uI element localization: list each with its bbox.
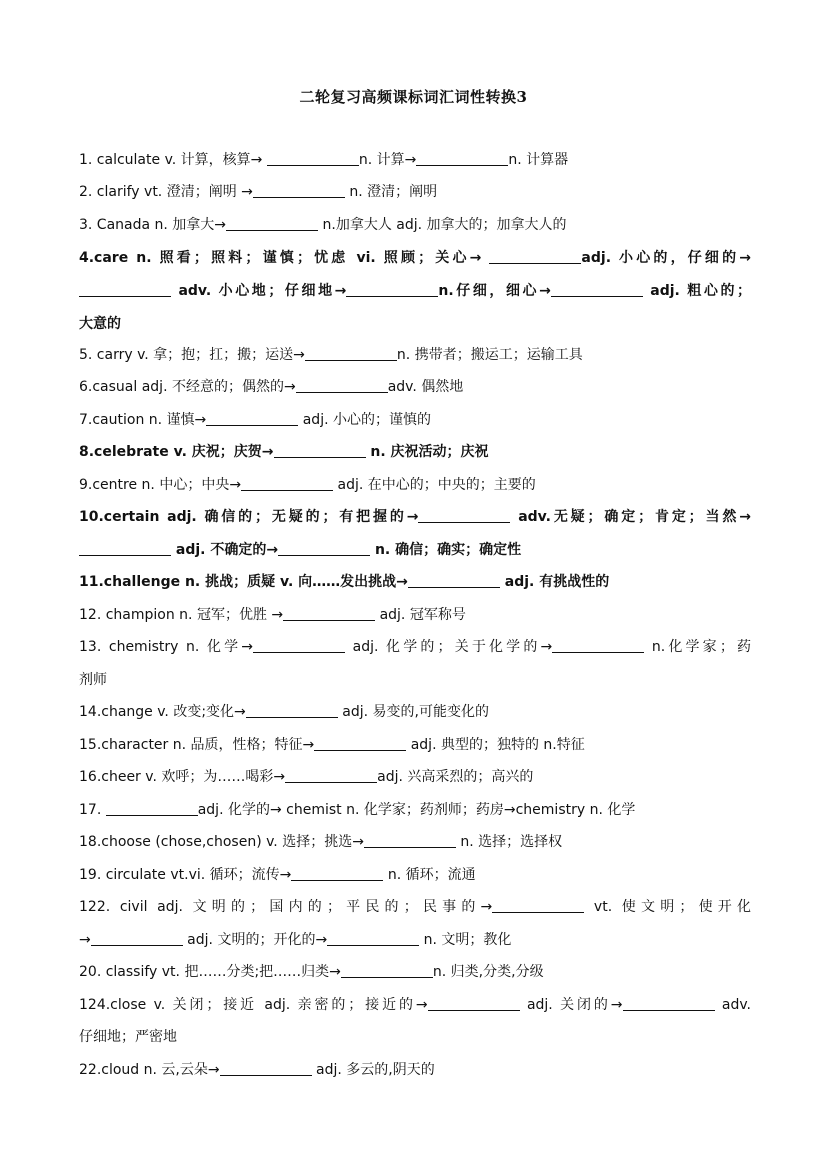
answer-blank[interactable] [278, 541, 370, 556]
answer-blank[interactable] [246, 703, 338, 718]
entry-122: 122. civil adj. 文明的；国内的；平民的；民事的→ vt. 使文明；使开化 [79, 899, 751, 915]
entry-12: 12. champion n. 冠军；优胜 → adj. 冠军称号 [79, 607, 466, 623]
answer-blank[interactable] [492, 898, 584, 913]
answer-blank[interactable] [346, 282, 438, 297]
entry-13: 13. chemistry n. 化学→ adj. 化学的；关于化学的→ n.化学家；药 [79, 639, 751, 655]
entry-4-cont2: 大意的 [79, 316, 121, 332]
answer-blank[interactable] [341, 963, 433, 978]
entry-10-cont: adj. 不确定的→ n. 确信；确实；确定性 [79, 539, 751, 561]
entry-9: 9.centre n. 中心；中央→ adj. 在中心的；中央的；主要的 [79, 477, 536, 493]
answer-blank[interactable] [418, 508, 510, 523]
answer-blank[interactable] [489, 249, 581, 264]
answer-blank[interactable] [220, 1061, 312, 1076]
entry-1: 1. calculate v. 计算，核算→ n. 计算→ n. 计算器 [79, 152, 569, 168]
answer-blank[interactable] [296, 378, 388, 393]
answer-blank[interactable] [552, 638, 644, 653]
page-title: 二轮复习高频课标词汇词性转换3 [299, 88, 528, 106]
entry-13-cont: 剂师 [79, 672, 107, 688]
answer-blank[interactable] [285, 768, 377, 783]
answer-blank[interactable] [428, 996, 520, 1011]
answer-blank[interactable] [253, 638, 345, 653]
entry-8: 8.celebrate v. 庆祝；庆贺→ n. 庆祝活动；庆祝 [79, 444, 489, 460]
answer-blank[interactable] [364, 833, 456, 848]
answer-blank[interactable] [206, 411, 298, 426]
entry-17: 17. adj. 化学的→ chemist n. 化学家；药剂师；药房→chemistry n. 化学 [79, 802, 636, 818]
entry-7: 7.caution n. 谨慎→ adj. 小心的；谨慎的 [79, 412, 431, 428]
answer-blank[interactable] [623, 996, 715, 1011]
answer-blank[interactable] [283, 606, 375, 621]
entry-124-cont: 仔细地；严密地 [79, 1029, 177, 1045]
answer-blank[interactable] [79, 282, 171, 297]
answer-blank[interactable] [79, 541, 171, 556]
answer-blank[interactable] [253, 183, 345, 198]
entry-5: 5. carry v. 拿；抱；扛；搬；运送→ n. 携带者；搬运工；运输工具 [79, 347, 583, 363]
entry-15: 15.character n. 品质，性格；特征→ adj. 典型的；独特的 n.特征 [79, 737, 585, 753]
answer-blank[interactable] [408, 573, 500, 588]
entry-18: 18.choose (chose,chosen) v. 选择；挑选→ n. 选择；选择权 [79, 834, 563, 850]
entry-4: 4.care n. 照看；照料；谨慎；忧虑 vi. 照顾；关心→ adj. 小心的，仔细的→ [79, 250, 751, 266]
entry-11: 11.challenge n. 挑战；质疑 v. 向……发出挑战→ adj. 有挑战性的 [79, 574, 610, 590]
entry-22: 22.cloud n. 云,云朵→ adj. 多云的,阴天的 [79, 1062, 435, 1078]
entry-10: 10.certain adj. 确信的；无疑的；有把握的→ adv.无疑；确定；肯定；当然→ [79, 509, 751, 525]
answer-blank[interactable] [551, 282, 643, 297]
entry-3: 3. Canada n. 加拿大→ n.加拿大人 adj. 加拿大的；加拿大人的 [79, 217, 567, 233]
answer-blank[interactable] [226, 216, 318, 231]
entry-4-cont: adv. 小心地；仔细地→ n.仔细，细心→ adj. 粗心的； [79, 280, 751, 302]
entry-20: 20. classify vt. 把……分类;把……归类→ n. 归类,分类,分级 [79, 964, 544, 980]
answer-blank[interactable] [267, 151, 359, 166]
entry-6: 6.casual adj. 不经意的；偶然的→ adv. 偶然地 [79, 379, 464, 395]
answer-blank[interactable] [305, 346, 397, 361]
answer-blank[interactable] [416, 151, 508, 166]
answer-blank[interactable] [241, 476, 333, 491]
entry-16: 16.cheer v. 欢呼；为……喝彩→ adj. 兴高采烈的；高兴的 [79, 769, 534, 785]
entry-124: 124.close v. 关闭；接近 adj. 亲密的；接近的→ adj. 关闭的→ adv. [79, 997, 751, 1013]
entry-122-cont: → adj. 文明的；开化的→ n. 文明；教化 [79, 932, 512, 948]
answer-blank[interactable] [274, 443, 366, 458]
answer-blank[interactable] [327, 931, 419, 946]
entry-19: 19. circulate vt.vi. 循环；流传→ n. 循环；流通 [79, 867, 476, 883]
answer-blank[interactable] [106, 801, 198, 816]
answer-blank[interactable] [291, 866, 383, 881]
answer-blank[interactable] [91, 931, 183, 946]
entry-14: 14.change v. 改变;变化→ adj. 易变的,可能变化的 [79, 704, 489, 720]
entry-2: 2. clarify vt. 澄清；阐明 → n. 澄清；阐明 [79, 184, 438, 200]
answer-blank[interactable] [314, 736, 406, 751]
